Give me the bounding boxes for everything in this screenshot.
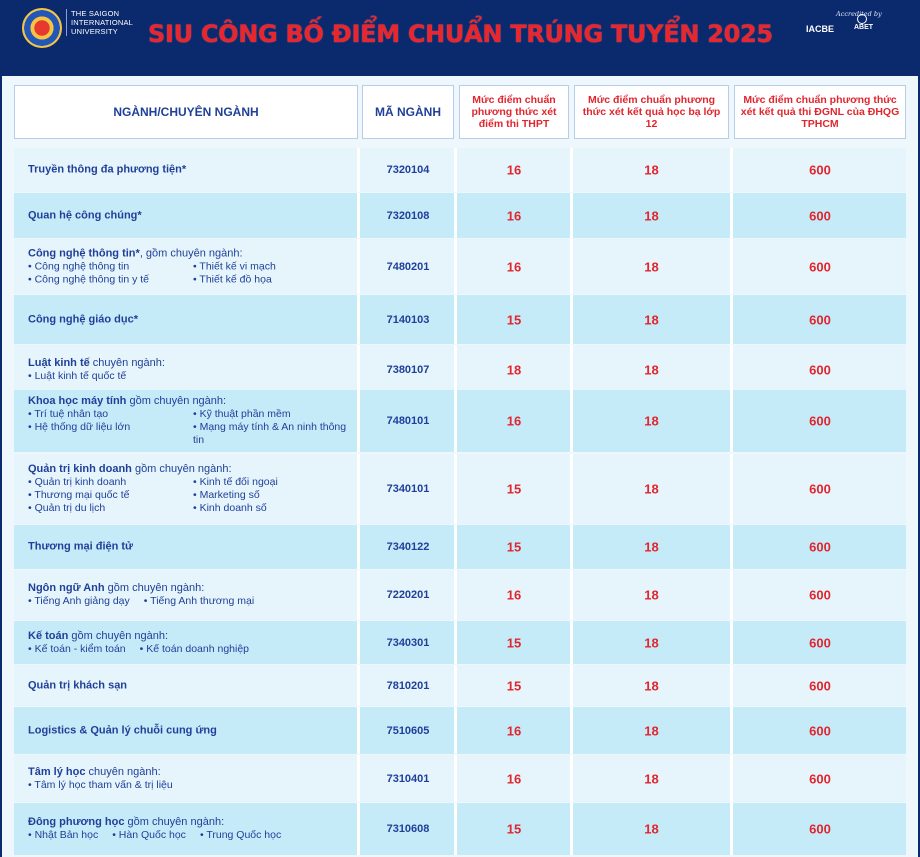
specialization-list — [28, 643, 358, 656]
major-cell — [28, 313, 358, 326]
column-divider — [730, 803, 733, 855]
score-dgnl: 600 — [809, 635, 831, 650]
table-row — [14, 345, 906, 395]
major-cell — [28, 630, 358, 656]
column-divider — [570, 755, 573, 802]
column-divider — [570, 570, 573, 620]
major-code: 7320104 — [386, 164, 430, 176]
column-divider — [730, 525, 733, 569]
column-divider — [570, 295, 573, 344]
accreditation-block — [806, 10, 912, 44]
score-hocba: 18 — [644, 821, 659, 837]
specialization-item: • Trung Quốc học — [199, 829, 282, 841]
major-name: Logistics & Quản lý chuỗi cung ứng — [28, 724, 217, 736]
major-cell — [28, 247, 358, 286]
specialization-item: • Hệ thống dữ liệu lớn — [28, 421, 131, 433]
accreditor-abet: ABET — [854, 24, 874, 31]
major-code: 7810201 — [386, 679, 430, 692]
major-cell — [28, 679, 358, 692]
major-cell — [28, 395, 358, 447]
table-row — [14, 525, 906, 569]
column-divider — [730, 239, 733, 294]
score-dgnl: 600 — [809, 678, 831, 693]
abet-logo-icon — [857, 14, 867, 24]
major-name: Công nghệ giáo dục* — [28, 313, 138, 325]
column-divider — [730, 454, 733, 524]
major-name: Công nghệ thông tin* — [28, 247, 140, 259]
score-thpt: 16 — [506, 587, 522, 603]
column-divider — [454, 570, 457, 620]
specialization-item: • Tiếng Anh giảng dạy — [28, 595, 130, 607]
score-thpt: 15 — [506, 539, 522, 555]
specialization-item: • Marketing số — [193, 489, 260, 501]
major-cell — [28, 766, 358, 792]
score-hocba: 18 — [644, 678, 659, 693]
specialization-item: • Luật kinh tế quốc tế — [28, 370, 127, 382]
major-code: 7220201 — [386, 589, 430, 601]
column-divider — [570, 803, 573, 855]
column-header-code: MÃ NGÀNH — [362, 85, 454, 139]
specialization-item: • Hàn Quốc học — [112, 829, 186, 841]
column-header-score-hocba: Mức điểm chuẩn phương thức xét kết quả học bạ lớp 12 — [574, 85, 729, 139]
major-code: 7380107 — [386, 364, 430, 376]
specialization-item: • Kế toán - kiểm toán — [28, 642, 126, 655]
page-title: SIU CÔNG BỐ ĐIỂM CHUẨN TRÚNG TUYỂN 2025 — [148, 20, 773, 48]
score-thpt: 15 — [506, 635, 522, 650]
major-cell — [28, 357, 358, 383]
major-suffix: gồm chuyên ngành: — [124, 816, 225, 828]
column-divider — [730, 148, 733, 192]
column-divider — [570, 390, 573, 452]
specialization-item: • Thiết kế đồ họa — [193, 273, 272, 285]
major-cell — [28, 463, 358, 515]
column-divider — [570, 621, 573, 664]
score-thpt: 16 — [506, 208, 522, 223]
score-thpt: 16 — [506, 259, 522, 274]
major-code: 7340101 — [386, 483, 430, 495]
column-divider — [454, 148, 457, 192]
specialization-item: • Công nghệ thông tin y tế — [28, 273, 150, 285]
score-dgnl: 600 — [809, 771, 831, 786]
column-divider — [454, 239, 457, 294]
accreditor-iacbe: IACBE — [806, 24, 835, 34]
score-hocba: 18 — [644, 362, 659, 378]
major-code: 7310401 — [386, 772, 430, 785]
score-hocba: 18 — [644, 312, 659, 327]
table-row — [14, 755, 906, 802]
specialization-item: • Kỹ thuật phần mềm — [193, 408, 291, 420]
major-code: 7480201 — [386, 260, 430, 273]
score-thpt: 15 — [506, 821, 522, 837]
score-dgnl: 600 — [809, 539, 831, 555]
column-divider — [454, 621, 457, 664]
column-divider — [730, 390, 733, 452]
specialization-item: • Kinh doanh số — [193, 502, 267, 514]
column-divider — [570, 193, 573, 238]
column-divider — [454, 755, 457, 802]
specialization-item: • Kế toán doanh nghiệp — [139, 642, 250, 655]
major-code: 7340122 — [386, 541, 430, 553]
specialization-list — [28, 595, 358, 608]
column-divider — [570, 454, 573, 524]
score-dgnl: 600 — [809, 162, 831, 178]
column-divider — [454, 345, 457, 395]
column-divider — [454, 295, 457, 344]
specialization-item: • Mạng máy tính & An ninh thông tin — [193, 421, 347, 446]
score-hocba: 18 — [644, 587, 659, 603]
major-suffix: chuyên ngành: — [85, 765, 161, 778]
major-code: 7310608 — [386, 823, 430, 835]
major-suffix: gồm chuyên ngành: — [104, 582, 205, 594]
major-cell — [28, 164, 358, 177]
admission-score-table — [2, 76, 918, 857]
major-name: Thương mại điện tử — [28, 540, 134, 553]
major-cell — [28, 816, 358, 842]
major-name: Quản trị kinh doanh — [28, 463, 132, 475]
column-divider — [730, 621, 733, 664]
specialization-list — [28, 260, 358, 286]
column-divider — [454, 803, 457, 855]
major-name: Truyền thông đa phương tiện* — [28, 163, 187, 176]
column-divider — [730, 707, 733, 754]
score-thpt: 15 — [506, 678, 522, 693]
column-divider — [570, 148, 573, 192]
table-row — [14, 454, 906, 524]
column-header-score-dgnl: Mức điểm chuẩn phương thức xét kết quả thi ĐGNL của ĐHQG TPHCM — [734, 85, 906, 139]
specialization-list — [28, 829, 358, 842]
column-header-major: NGÀNH/CHUYÊN NGÀNH — [14, 85, 358, 139]
major-suffix: chuyên ngành: — [89, 357, 165, 369]
column-divider — [454, 665, 457, 706]
major-name: Luật kinh tế — [28, 357, 90, 369]
specialization-list — [28, 779, 358, 792]
specialization-list — [28, 370, 358, 383]
specialization-item: • Thương mại quốc tế — [28, 489, 130, 501]
major-code: 7340301 — [386, 636, 430, 649]
major-suffix: gồm chuyên ngành: — [68, 629, 169, 642]
column-header-score-thpt: Mức điểm chuẩn phương thức xét điểm thi THPT — [459, 85, 569, 139]
university-logo-icon — [22, 8, 62, 48]
score-thpt: 16 — [506, 413, 522, 429]
column-divider — [454, 525, 457, 569]
score-dgnl: 600 — [809, 821, 831, 837]
table-row — [14, 621, 906, 664]
major-code: 7320108 — [386, 209, 430, 222]
major-name: Đông phương học — [28, 816, 125, 828]
table-row — [14, 193, 906, 238]
major-name: Kế toán — [28, 629, 69, 642]
column-divider — [730, 193, 733, 238]
major-cell — [28, 209, 358, 222]
specialization-item: • Quản trị kinh doanh — [28, 476, 127, 488]
major-suffix: , gồm chuyên ngành: — [139, 247, 243, 259]
column-divider — [570, 665, 573, 706]
score-hocba: 18 — [644, 481, 659, 497]
column-divider — [570, 707, 573, 754]
score-thpt: 16 — [506, 771, 522, 786]
major-name: Quản trị khách sạn — [28, 679, 128, 691]
specialization-item: • Quản trị du lịch — [28, 502, 106, 514]
column-divider — [454, 390, 457, 452]
score-hocba: 18 — [644, 635, 659, 650]
score-hocba: 18 — [644, 723, 659, 738]
score-dgnl: 600 — [809, 362, 831, 378]
university-name: THE SAIGON INTERNATIONAL UNIVERSITY — [66, 9, 146, 36]
specialization-list — [28, 408, 358, 447]
table-row — [14, 707, 906, 754]
column-divider — [454, 707, 457, 754]
score-thpt: 15 — [506, 312, 522, 327]
column-divider — [570, 345, 573, 395]
major-cell — [28, 724, 358, 737]
score-dgnl: 600 — [809, 481, 831, 497]
specialization-list — [28, 476, 358, 515]
table-row — [14, 295, 906, 344]
score-dgnl: 600 — [809, 208, 831, 223]
major-code: 7480101 — [386, 415, 430, 427]
specialization-item: • Nhật Bản học — [28, 829, 99, 841]
column-divider — [730, 755, 733, 802]
specialization-item: • Trí tuệ nhân tạo — [28, 408, 109, 420]
score-hocba: 18 — [644, 771, 659, 786]
column-divider — [570, 525, 573, 569]
table-row — [14, 239, 906, 294]
major-suffix: gồm chuyên ngành: — [131, 463, 232, 475]
score-hocba: 18 — [644, 259, 659, 274]
table-row — [14, 570, 906, 620]
column-divider — [454, 454, 457, 524]
score-hocba: 18 — [644, 413, 659, 429]
score-hocba: 18 — [644, 539, 659, 555]
major-code: 7510605 — [386, 724, 430, 737]
major-cell — [28, 541, 358, 554]
table-row — [14, 803, 906, 855]
accredited-label: Accredited by — [836, 10, 882, 18]
column-divider — [730, 665, 733, 706]
specialization-item: • Tiếng Anh thương mại — [143, 595, 255, 607]
column-divider — [730, 570, 733, 620]
table-row — [14, 390, 906, 452]
score-dgnl: 600 — [809, 413, 831, 429]
score-dgnl: 600 — [809, 587, 831, 603]
major-name: Khoa học máy tính — [28, 395, 127, 407]
score-thpt: 18 — [506, 362, 522, 378]
major-name: Ngôn ngữ Anh — [28, 582, 105, 594]
table-row — [14, 665, 906, 706]
column-divider — [570, 239, 573, 294]
major-code: 7140103 — [386, 313, 430, 326]
major-name: Quan hệ công chúng* — [28, 209, 142, 221]
column-divider — [454, 193, 457, 238]
specialization-item: • Tâm lý học tham vấn & trị liệu — [28, 778, 173, 791]
major-cell — [28, 582, 358, 608]
column-divider — [730, 345, 733, 395]
page-header — [0, 0, 920, 76]
score-thpt: 16 — [506, 723, 522, 738]
score-dgnl: 600 — [809, 312, 831, 327]
table-row — [14, 148, 906, 192]
specialization-item: • Công nghệ thông tin — [28, 260, 130, 272]
score-thpt: 16 — [506, 162, 522, 178]
score-thpt: 15 — [506, 481, 522, 497]
score-dgnl: 600 — [809, 723, 831, 738]
column-divider — [730, 295, 733, 344]
major-suffix: gồm chuyên ngành: — [126, 395, 227, 407]
major-name: Tâm lý học — [28, 765, 86, 778]
score-hocba: 18 — [644, 162, 659, 178]
specialization-item: • Kinh tế đối ngoại — [193, 476, 278, 488]
specialization-item: • Thiết kế vi mạch — [193, 260, 276, 272]
score-dgnl: 600 — [809, 259, 831, 274]
score-hocba: 18 — [644, 208, 659, 223]
